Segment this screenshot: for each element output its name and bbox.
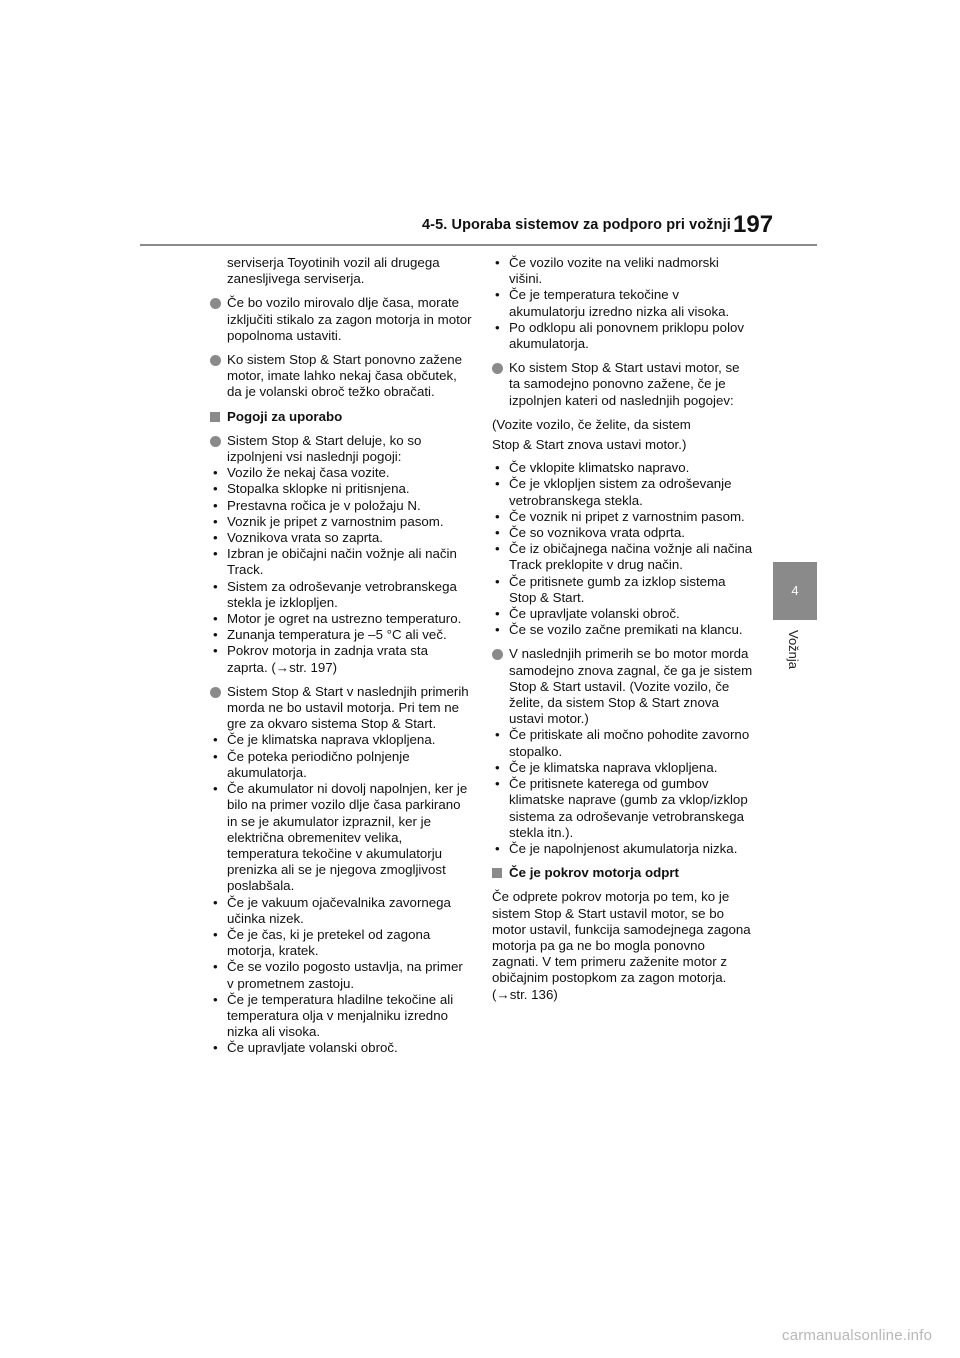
list-item: • Če se vozilo začne premikati na klancu. bbox=[492, 622, 754, 638]
restart-intro-text: Ko sistem Stop & Start ustavi motor, se ta samodejno ponovno zažene, če je izpolnjen kateri od naslednjih pogojev: bbox=[509, 360, 740, 408]
list-item: • Če je temperatura tekočine v akumulatorju izredno nizka ali visoka. bbox=[492, 287, 754, 319]
note-ignition-text: Če bo vozilo mirovalo dlje časa, morate izključiti stikalo za zagon motorja in motor popolnoma ustaviti. bbox=[227, 295, 472, 343]
circle-bullet-icon bbox=[210, 298, 221, 309]
header-section-title: 4-5. Uporaba sistemov za podporo pri vožnji bbox=[422, 217, 731, 233]
heading-conditions-text: Pogoji za uporabo bbox=[227, 408, 343, 424]
heading-conditions bbox=[210, 409, 472, 425]
may-not-stop-intro: Sistem Stop & Start v naslednjih primerih morda ne bo ustavil motorja. Pri tem ne gre za okvaro sistema Stop & Start. bbox=[227, 683, 469, 732]
operates-section bbox=[210, 433, 472, 676]
watermark: carmanualsonline.info bbox=[782, 1327, 933, 1344]
list-item: • Če upravljate volanski obroč. bbox=[492, 606, 754, 622]
list-item: • Če je napolnjenost akumulatorja nizka. bbox=[492, 841, 754, 857]
chapter-tab-label: Vožnja bbox=[786, 630, 801, 670]
list-item: • Stopalka sklopke ni pritisnjena. bbox=[210, 481, 472, 497]
left-column bbox=[210, 255, 472, 1065]
list-item: • Sistem za odroševanje vetrobranskega stekla je izklopljen. bbox=[210, 579, 472, 611]
may-not-stop-list bbox=[210, 732, 472, 1056]
list-item: • Če upravljate volanski obroč. bbox=[210, 1040, 472, 1056]
list-item: • Če iz običajnega načina vožnje ali načina Track preklopite v drug način. bbox=[492, 541, 754, 573]
circle-bullet-icon bbox=[210, 687, 221, 698]
list-item: • Če je vklopljen sistem za odroševanje vetrobranskega stekla. bbox=[492, 476, 754, 508]
restart-note-line-2: Stop & Start znova ustavi motor.) bbox=[492, 437, 687, 453]
list-item: • Če poteka periodično polnjenje akumulatorja. bbox=[210, 749, 472, 781]
restart-list bbox=[492, 460, 754, 638]
intro-continuation: serviserja Toyotinih vozil ali drugega zanesljivega serviserja. bbox=[227, 255, 440, 287]
list-item: • Če je klimatska naprava vklopljena. bbox=[210, 732, 472, 748]
circle-bullet-icon bbox=[492, 363, 503, 374]
operates-intro: Sistem Stop & Start deluje, ko so izpolnjeni vsi naslednji pogoji: bbox=[227, 432, 422, 465]
list-item: • Voznik je pripet z varnostnim pasom. bbox=[210, 514, 472, 530]
list-item: • Izbran je običajni način vožnje ali način Track. bbox=[210, 546, 472, 578]
list-item: • Če je vakuum ojačevalnika zavornega učinka nizek. bbox=[210, 895, 472, 927]
header-rule bbox=[140, 244, 817, 246]
list-item: • Voznikova vrata so zaprta. bbox=[210, 530, 472, 546]
heading-hood-text: Če je pokrov motorja odprt bbox=[509, 865, 679, 881]
list-item: • Če vklopite klimatsko napravo. bbox=[492, 460, 754, 476]
page-number: 197 bbox=[733, 211, 774, 238]
restart-note-line-1: (Vozite vozilo, če želite, da sistem bbox=[492, 416, 691, 432]
square-bullet-icon bbox=[210, 412, 220, 422]
circle-bullet-icon bbox=[492, 649, 503, 660]
note-ignition bbox=[210, 295, 472, 344]
operates-list bbox=[210, 465, 472, 676]
top-continued-list bbox=[492, 255, 754, 352]
list-item: • Vozilo že nekaj časa vozite. bbox=[210, 465, 472, 481]
circle-bullet-icon bbox=[210, 355, 221, 366]
heading-hood bbox=[492, 865, 754, 881]
list-item: • Če so voznikova vrata odprta. bbox=[492, 525, 754, 541]
note-steering bbox=[210, 352, 472, 401]
restart-note bbox=[492, 417, 754, 453]
circle-bullet-icon bbox=[210, 436, 221, 447]
chapter-tab[interactable]: 4 bbox=[773, 562, 817, 620]
list-item: • Če pritisnete katerega od gumbov klimatske naprave (gumb za vklop/izklop sistema za odroševanje vetrobranskega stekla itn.). bbox=[492, 776, 754, 841]
square-bullet-icon bbox=[492, 868, 502, 878]
auto-restart-list bbox=[492, 727, 754, 857]
list-item: • Motor je ogret na ustrezno temperaturo. bbox=[210, 611, 472, 627]
auto-restart-section bbox=[492, 646, 754, 857]
list-item-page-link[interactable]: • Pokrov motorja in zadnja vrata sta zaprta. (→str. 197) bbox=[210, 643, 472, 675]
list-item: • Zunanja temperatura je –5 °C ali več. bbox=[210, 627, 472, 643]
hood-text: Če odprete pokrov motorja po tem, ko je sistem Stop & Start ustavil motor, se bo motor ustavil, funkcija samodejnega zagona motorja pa ga ne bo mogla ponovno zagnati. V tem primeru zaženite motor z običajnim postopkom za zagon motorja. (→str. 136) bbox=[492, 889, 751, 1002]
list-item: • Prestavna ročica je v položaju N. bbox=[210, 498, 472, 514]
list-item: • Če akumulator ni dovolj napolnjen, ker je bilo na primer vozilo dlje časa parkirano in se je akumulator izpraznil, ker je električna obremenitev velika, temperatura tekočine v akumulatorju prenizka ali se je njegova zmogljivost poslabšala. bbox=[210, 781, 472, 894]
list-item: • Če pritiskate ali močno pohodite zavorno stopalko. bbox=[492, 727, 754, 759]
note-steering-text: Ko sistem Stop & Start ponovno zažene motor, imate lahko nekaj časa občutek, da je volanski obroč težko obračati. bbox=[227, 352, 463, 400]
list-item: • Če voznik ni pripet z varnostnim pasom. bbox=[492, 509, 754, 525]
list-item: • Če se vozilo pogosto ustavlja, na primer v prometnem zastoju. bbox=[210, 959, 472, 991]
right-column bbox=[492, 255, 754, 1011]
list-item: • Če je temperatura hladilne tekočine ali temperatura olja v menjalniku izredno nizka ali visoka. bbox=[210, 992, 472, 1041]
list-item: • Če pritisnete gumb za izklop sistema Stop & Start. bbox=[492, 574, 754, 606]
list-item: • Če je čas, ki je pretekel od zagona motorja, kratek. bbox=[210, 927, 472, 959]
list-item: • Če je klimatska naprava vklopljena. bbox=[492, 760, 754, 776]
restart-intro bbox=[492, 360, 754, 409]
list-item: • Po odklopu ali ponovnem priklopu polov akumulatorja. bbox=[492, 320, 754, 352]
auto-restart-intro: V naslednjih primerih se bo motor morda samodejno znova zagnal, če ga je sistem Stop & Start ustavil. (Vozite vozilo, če želite, da sistem Stop & Start znova ustavi motor.) bbox=[509, 646, 753, 727]
may-not-stop-section bbox=[210, 684, 472, 1057]
list-item: • Če vozilo vozite na veliki nadmorski višini. bbox=[492, 255, 754, 287]
